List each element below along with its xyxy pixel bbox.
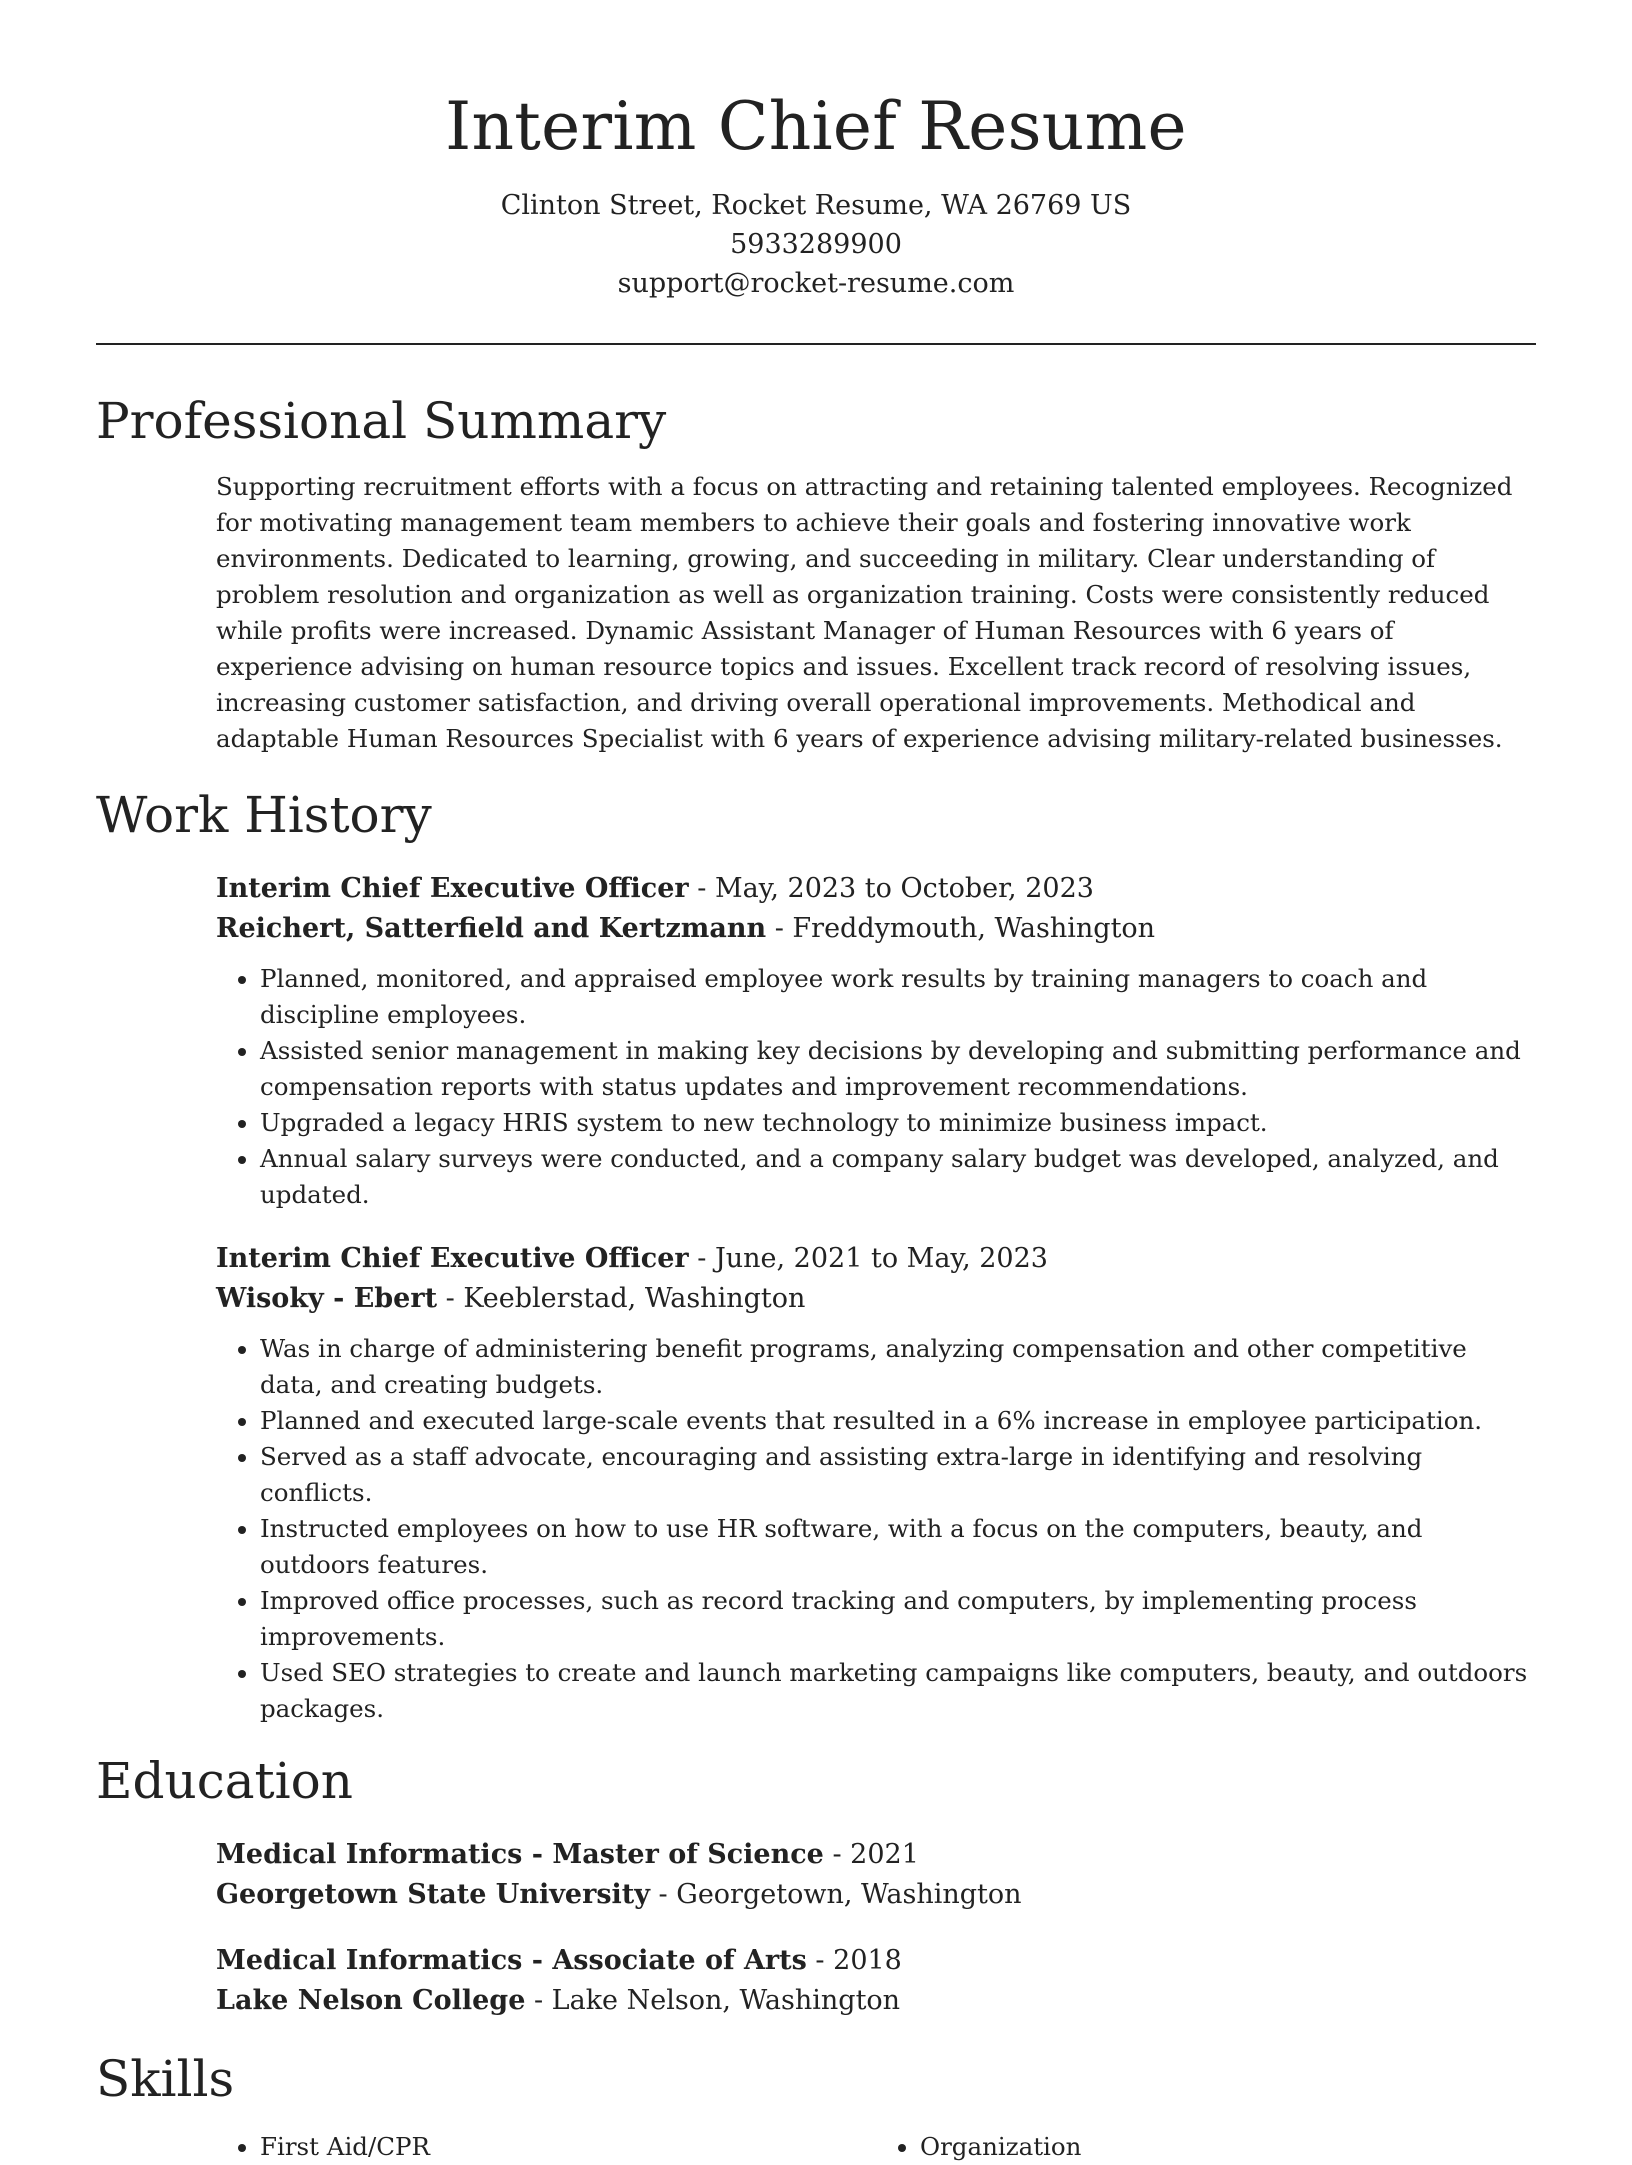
job-company-line	[216, 909, 1536, 949]
job-bullet: • Upgraded a legacy HRIS system to new technology to minimize business impact.	[260, 1105, 1536, 1141]
job-dates: May, 2023 to October, 2023	[714, 873, 1094, 904]
work-history-heading: Work History	[96, 786, 432, 844]
job-bullet: • Planned and executed large-scale events that resulted in a 6% increase in employee participation.	[260, 1403, 1536, 1439]
header-divider	[96, 343, 1536, 345]
resume-header	[96, 0, 1536, 303]
separator: -	[688, 1243, 715, 1274]
degree-line	[216, 1835, 1536, 1875]
skills-grid	[216, 2129, 1536, 2165]
job-position: Interim Chief Executive Officer	[216, 1243, 689, 1274]
skills-heading: Skills	[96, 2050, 235, 2108]
school-name: Lake Nelson College	[216, 1985, 526, 2016]
job-company-line	[216, 1279, 1536, 1319]
summary-heading: Professional Summary	[96, 392, 667, 450]
degree-line	[216, 1941, 1536, 1981]
separator: -	[522, 1945, 553, 1976]
degree-field: Medical Informatics	[216, 1839, 523, 1870]
job-location: Keeblerstad, Washington	[463, 1283, 806, 1314]
job-bullet: • Assisted senior management in making key decisions by developing and submitting performance and compensation reports with status updates and improvement recommendations.	[260, 1033, 1536, 1105]
separator: -	[806, 1945, 834, 1976]
contact-info	[96, 186, 1536, 303]
contact-address: Clinton Street, Rocket Resume, WA 26769 US	[500, 190, 1132, 221]
summary-text: Supporting recruitment efforts with a focus on attracting and retaining talented employees. Recognized for motivating management team members to achieve their goals and fostering innovative work environments. Dedicated to learning, growing, and succeeding in military. Clear understanding of problem resolution and organization as well as organization training. Costs were consistently reduced while profits were increased. Dynamic Assistant Manager of Human Resources with 6 years of experience advising on human resource topics and issues. Excellent track record of resolving issues, increasing customer satisfaction, and driving overall operational improvements. Methodical and adaptable Human Resources Specialist with 6 years of experience advising military-related businesses.	[216, 472, 1513, 753]
school-line	[216, 1981, 1536, 2021]
skills-section	[96, 2043, 1536, 2165]
job-dates: June, 2021 to May, 2023	[714, 1243, 1048, 1274]
summary-section	[96, 385, 1536, 757]
separator: -	[437, 1283, 464, 1314]
job-bullet: • Instructed employees on how to use HR software, with a focus on the computers, beauty, and outdoors features.	[260, 1511, 1536, 1583]
skills-column-left	[216, 2129, 876, 2165]
contact-email: support@rocket-resume.com	[617, 268, 1015, 299]
skills-column-right	[876, 2129, 1536, 2165]
education-entry	[216, 1941, 1536, 2021]
job-bullet: • Used SEO strategies to create and launch marketing campaigns like computers, beauty, and outdoors packages.	[260, 1655, 1536, 1727]
job-bullet: • Improved office processes, such as record tracking and computers, by implementing process improvements.	[260, 1583, 1536, 1655]
job-title-line	[216, 1239, 1536, 1279]
job-bullet: • Annual salary surveys were conducted, and a company salary budget was developed, analyzed, and updated.	[260, 1141, 1536, 1213]
degree-year: 2021	[850, 1839, 919, 1870]
job-entry	[216, 1239, 1536, 1727]
job-location: Freddymouth, Washington	[792, 913, 1156, 944]
job-position: Interim Chief Executive Officer	[216, 873, 689, 904]
skill-item: • First Aid/CPR	[260, 2129, 876, 2165]
separator: -	[766, 913, 793, 944]
skill-item: • Organization	[920, 2129, 1536, 2165]
job-bullets	[216, 961, 1536, 1213]
job-bullet: • Was in charge of administering benefit programs, analyzing compensation and other competitive data, and creating budgets.	[260, 1331, 1536, 1403]
school-name: Georgetown State University	[216, 1879, 650, 1910]
separator: -	[649, 1879, 677, 1910]
school-line	[216, 1875, 1536, 1915]
education-entry	[216, 1835, 1536, 1915]
job-company: Reichert, Satterfield and Kertzmann	[216, 913, 767, 944]
degree-field: Medical Informatics	[216, 1945, 523, 1976]
job-bullet: • Served as a staff advocate, encouraging and assisting extra-large in identifying and resolving conflicts.	[260, 1439, 1536, 1511]
contact-phone: 5933289900	[730, 229, 902, 260]
degree-year: 2018	[833, 1945, 902, 1976]
job-bullets	[216, 1331, 1536, 1727]
degree-type: Master of Science	[552, 1839, 824, 1870]
separator: -	[823, 1839, 851, 1870]
school-location: Georgetown, Washington	[676, 1879, 1022, 1910]
education-section	[96, 1745, 1536, 2021]
separator: -	[525, 1985, 552, 2016]
job-company: Wisoky - Ebert	[216, 1283, 438, 1314]
separator: -	[522, 1839, 553, 1870]
job-bullet: • Planned, monitored, and appraised employee work results by training managers to coach and discipline employees.	[260, 961, 1536, 1033]
job-entry	[216, 869, 1536, 1213]
education-heading: Education	[96, 1752, 353, 1810]
work-history-section	[96, 779, 1536, 1727]
school-location: Lake Nelson, Washington	[551, 1985, 901, 2016]
resume-title: Interim Chief Resume	[445, 88, 1187, 165]
degree-type: Associate of Arts	[552, 1945, 807, 1976]
separator: -	[688, 873, 715, 904]
job-title-line	[216, 869, 1536, 909]
